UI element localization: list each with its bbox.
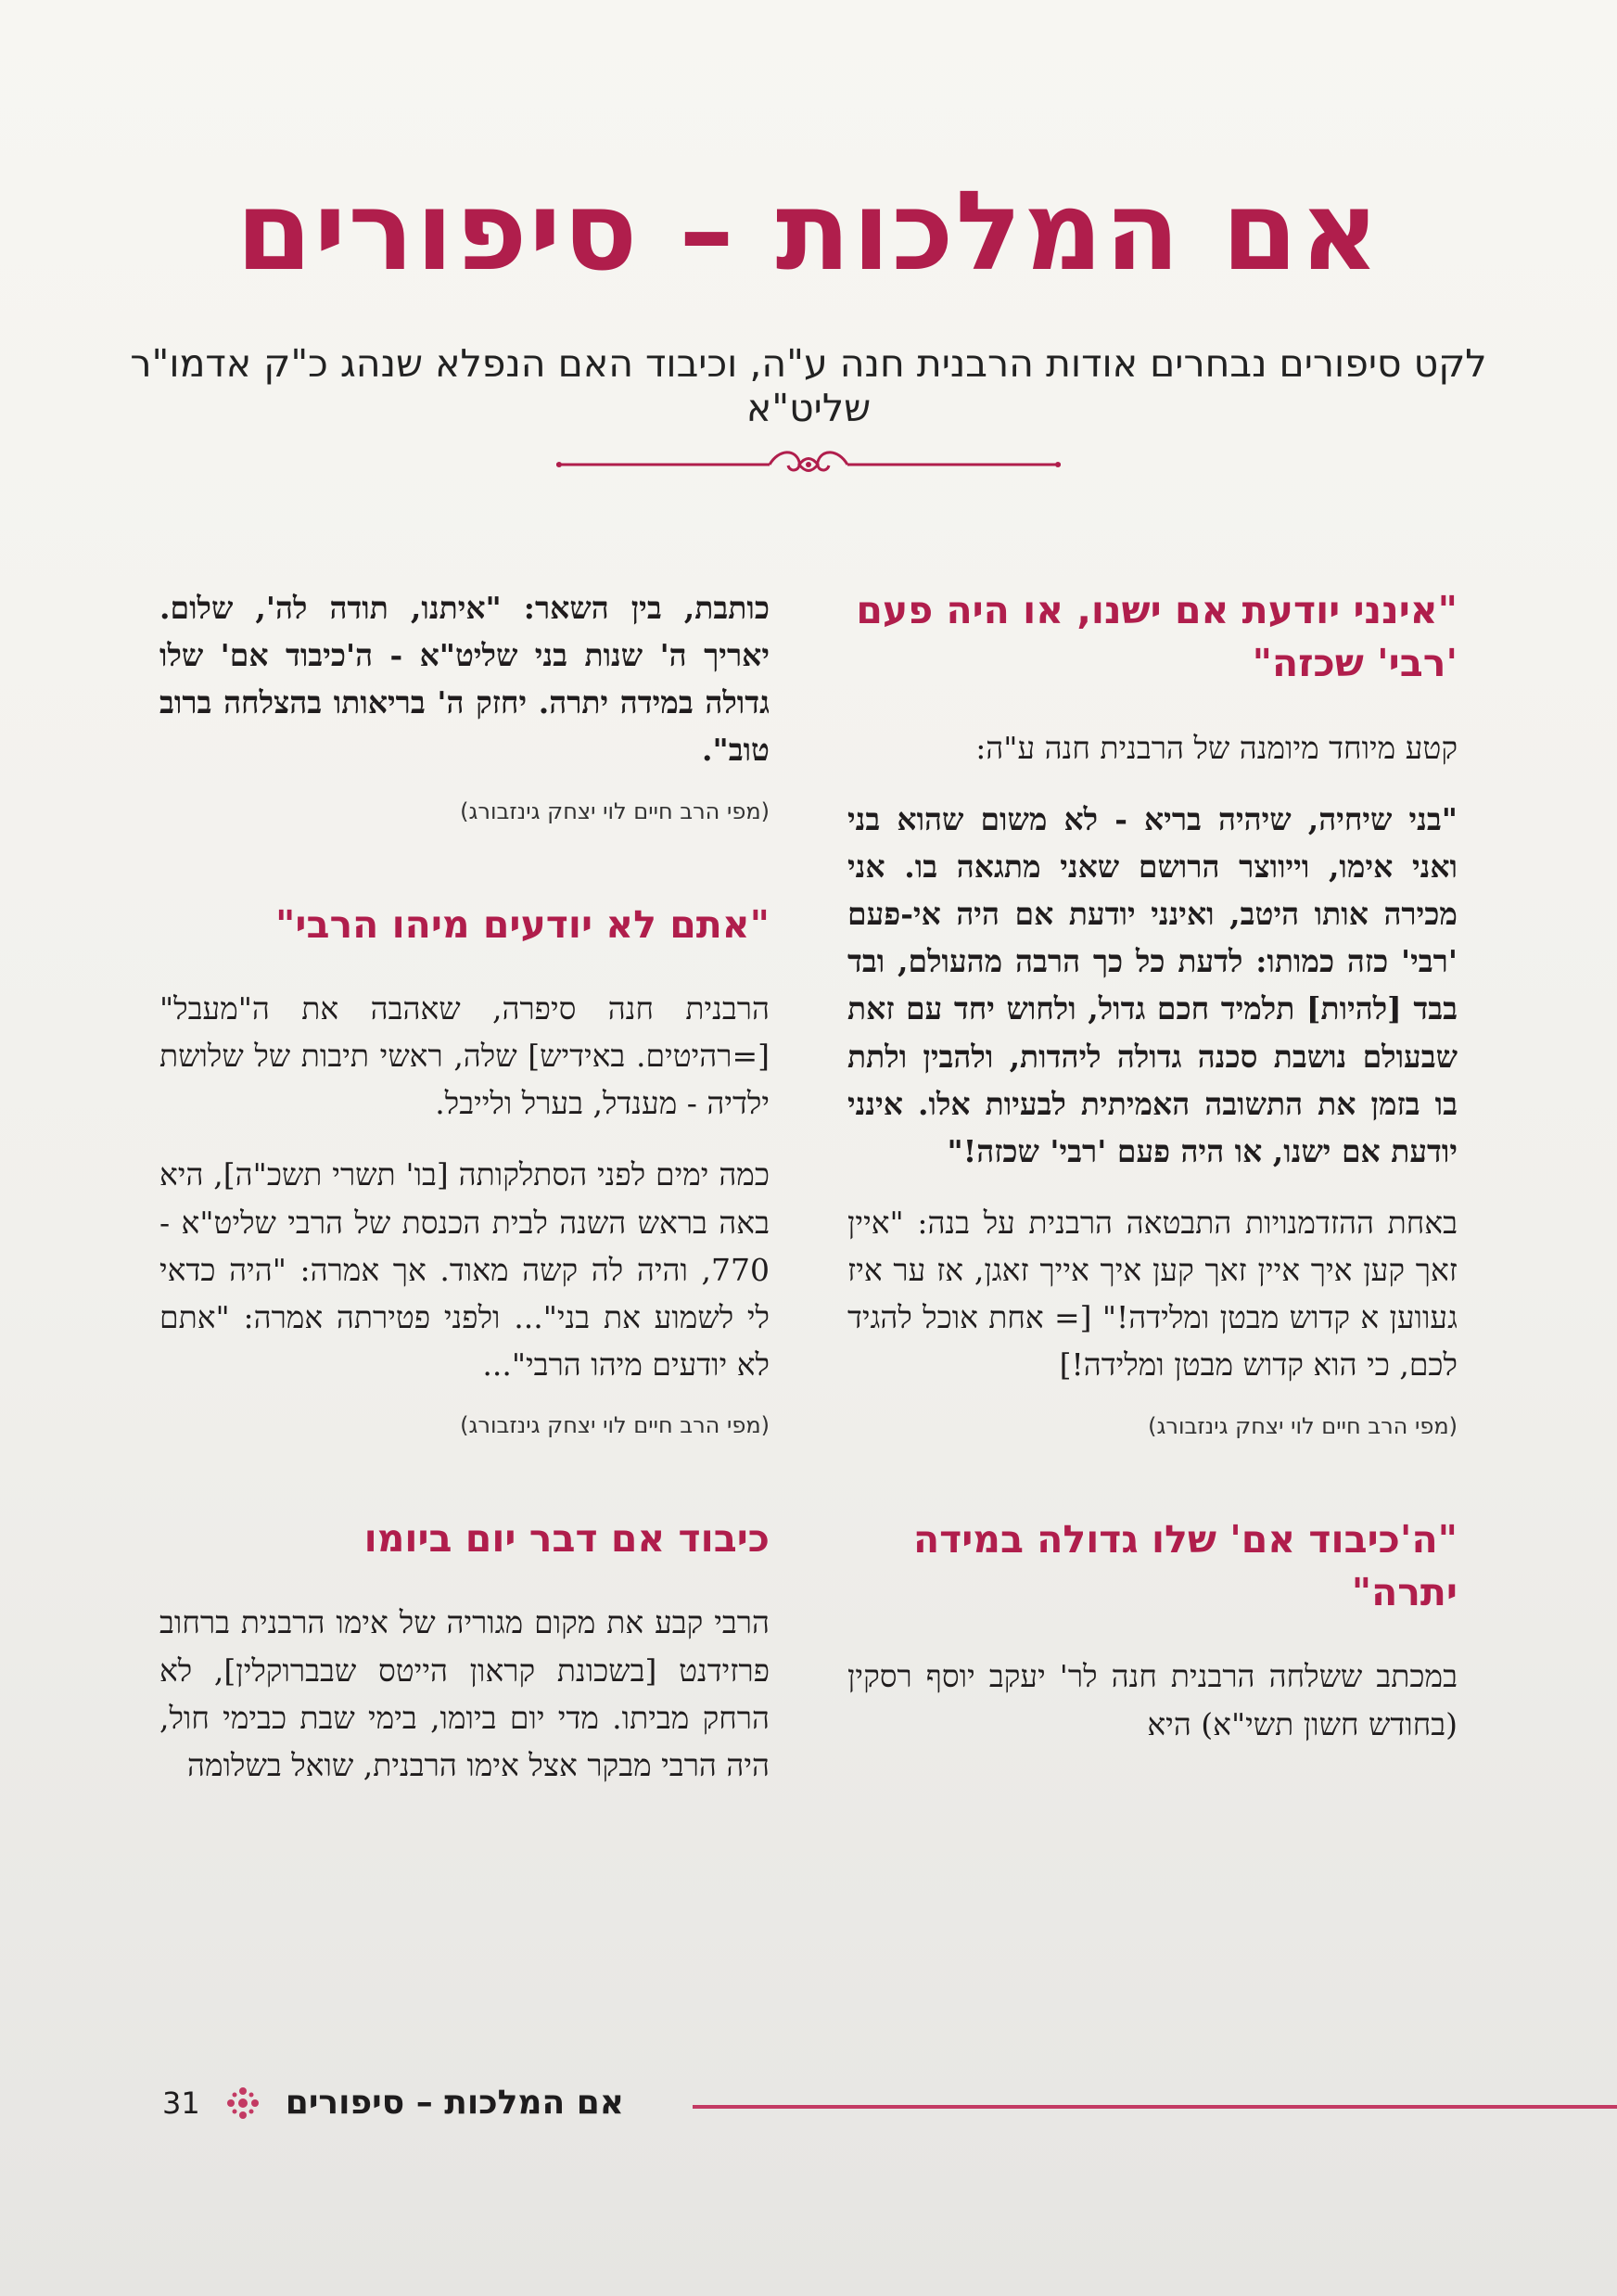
page-subtitle: לקט סיפורים נבחרים אודות הרבנית חנה ע"ה, וכיבוד האם הנפלא שנהג כ"ק אדמו"ר שליט"א [130, 341, 1487, 430]
footer-rule [693, 2105, 1617, 2109]
ornament-divider-icon [556, 443, 1061, 486]
flourish-icon [224, 2085, 261, 2122]
paragraph: הרבנית חנה סיפרה, שאהבה את ה"מעבל" [=רהיטים. באידיש] שלה, ראשי תיבות של שלושת ילדיה - מענדל, בערל ולייבל. [159, 989, 770, 1122]
section-heading: כיבוד אם דבר יום ביומו [363, 1516, 770, 1562]
source-credit: (מפי הרב חיים לוי יצחק גינזבורג) [460, 797, 770, 824]
paragraph: במכתב ששלחה הרבנית חנה לר' יעקב יוסף רסקין (בחודש חשון תשי"א) היא [847, 1658, 1458, 1742]
left-column [159, 584, 770, 1813]
source-credit: (מפי הרב חיים לוי יצחק גינזבורג) [1148, 1412, 1458, 1439]
section-heading: "אתם לא יודעים מיהו הרבי" [275, 901, 770, 947]
page-title: אם המלכות – סיפורים [236, 167, 1381, 295]
right-column [847, 584, 1458, 1772]
paragraph: קטע מיוחד מיומנה של הרבנית חנה ע"ה: [975, 729, 1458, 766]
page-footer [162, 2084, 624, 2122]
page-number: 31 [162, 2085, 200, 2121]
section-heading: "ה'כיבוד אם' שלו גדולה במידה יתרה" [912, 1516, 1458, 1614]
footer-title: אם המלכות – סיפורים [285, 2084, 624, 2122]
paragraph: כמה ימים לפני הסתלקותה [בו' תשרי תשכ"ה], היא באה בראש השנה לבית הכנסת של הרבי שליט"א - 770, והיה לה קשה מאוד. אך אמרה: "היה כדאי לי לשמוע את בני"... ולפני פטירתה אמרה: "אתם לא יודעים מיהו הרבי"... [159, 1156, 770, 1383]
paragraph: כותבת, בין השאר: "איתנו, תודה לה', שלום. יאריך ה' שנות בני שליט"א - ה'כיבוד אם' שלו גדולה במידה יתרה. יחזק ה' בריאותו בהצלחה ברוב טוב". [159, 590, 770, 769]
section-heading: "אינני יודעת אם ישנו, או היה פעם 'רבי' שכזה" [856, 588, 1458, 686]
source-credit: (מפי הרב חיים לוי יצחק גינזבורג) [460, 1412, 770, 1439]
paragraph: באחת ההזדמנויות התבטאה הרבנית על בנה: "איין זאך קען איך איין זאך קען איך אייך זאגן, אז ער איז געווען א קדוש מבטן ומלידה!" [= אחת אוכל להגיד לכם, כי הוא קדוש מבטן ומלידה!] [847, 1205, 1458, 1384]
quote-paragraph: "בני שיחיה, שיהיה בריא - לא משום שהוא בני ואני אימו, וייווצר הרושם שאני מתגאה בו. אני מכירה אותו היטב, ואינני יודעת אם היה אי-פעם 'רבי' כזה כמותו: לדעת כל כך הרבה מהעולם, ובד בבד [להיות] תלמיד חכם גדול, ולחוש יחד עם זאת שבעולם נושבת סכנה גדולה ליהדות, ולהבין ולתת בו בזמן את התשובה האמיתית לבעיות אלו. אינני יודעת אם ישנו, או היה פעם 'רבי' שכזה!" [847, 800, 1458, 1169]
paragraph: הרבי קבע את מקום מגוריה של אימו הרבנית ברחוב פרזידנט [בשכונת קראון הייטס שבברוקלין], לא הרחק מביתו. מדי יום ביומו, בימי שבת כבימי חול, היה הרבי מבקר אצל אימו הרבנית, שואל בשלומה [159, 1604, 770, 1783]
